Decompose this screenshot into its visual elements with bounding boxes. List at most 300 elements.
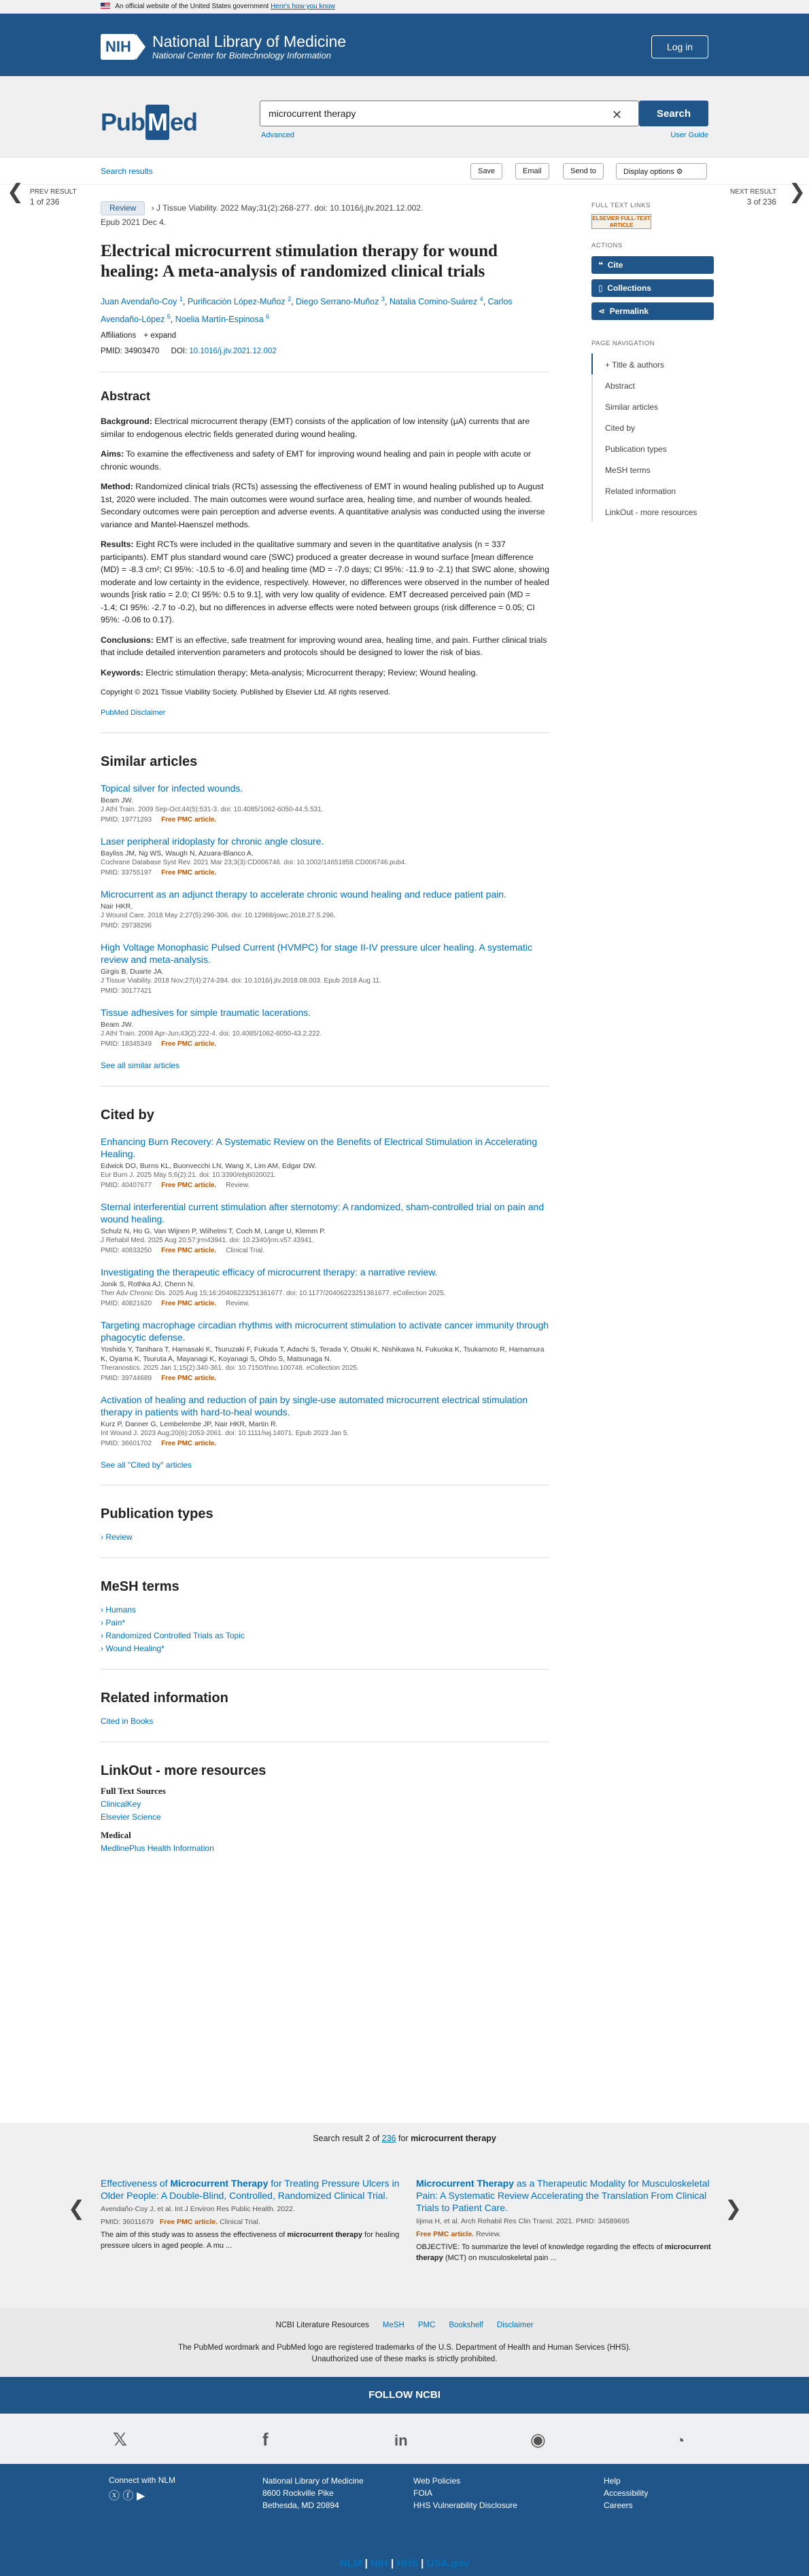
article-title-link[interactable]: Investigating the therapeutic efficacy of microcurrent therapy: a narrative review. <box>101 1266 438 1277</box>
abstract <box>101 415 549 719</box>
abstract-aims <box>101 448 549 473</box>
footer-col-policies <box>413 2475 517 2511</box>
next-title-bold: Microcurrent Therapy <box>416 2178 514 2189</box>
article-title-link[interactable]: Sternal interferential current stimulation after sternotomy: A randomized, sham-controlled trial on pain and wound healing. <box>101 1201 545 1224</box>
pager-pre: Search result 2 of <box>313 2134 380 2143</box>
facebook-icon[interactable]: f <box>262 2429 269 2450</box>
separator: | <box>418 2558 427 2569</box>
article-meta <box>101 1299 549 1309</box>
footer-help-link[interactable]: Careers <box>604 2501 633 2510</box>
footer-link[interactable]: MeSH <box>382 2321 404 2329</box>
next-article-title[interactable] <box>416 2177 722 2214</box>
twitter-icon[interactable]: ⓧ <box>109 2490 120 2502</box>
results-label: Results: <box>101 540 134 550</box>
article-item <box>101 1135 549 1190</box>
article-title-link[interactable]: Activation of healing and reduction of pain by single-use automated microcurrent electrical stimulation therapy in patients with hard-to-heal wounds. <box>101 1394 528 1417</box>
article-authors: Girgis B, Duarte JA. <box>101 968 164 976</box>
article-citation: Cochrane Database Syst Rev. 2021 Mar 23;3(3):CD006746. doi: 10.1002/14651858.CD006746.pub4. <box>101 859 407 867</box>
footer-col-help <box>604 2475 648 2511</box>
prev-snippet-2: for healing pressure ulcers in aged people. A mu ... <box>101 2231 400 2250</box>
pubmed-disclaimer-link[interactable]: PubMed Disclaimer <box>101 708 166 717</box>
keywords-label: Keywords: <box>101 667 143 677</box>
clear-icon[interactable]: ✕ <box>612 108 623 122</box>
conclusions-text: EMT is an effective, safe treatment for improving wound area, healing time, and pain. Further clinical trials that include detailed intervention parameters and protocols should be designed to lower the risk of bias. <box>101 635 547 658</box>
mesh-term-item-label: Pain* <box>105 1617 126 1627</box>
mesh-term-item[interactable] <box>101 1642 549 1655</box>
search-button[interactable]: Search <box>639 101 708 126</box>
chevron-right-icon: › <box>101 1532 106 1542</box>
related-info-item[interactable]: Cited in Books <box>101 1716 154 1726</box>
footer-help-link[interactable]: Help <box>604 2476 621 2486</box>
article-citation: J Wound Care. 2018 May 2;27(5):296-306. doi: 10.12968/jowc.2018.27.5.296. <box>101 912 336 920</box>
conclusions-label: Conclusions: <box>101 635 154 645</box>
display-options-button[interactable] <box>616 163 707 179</box>
article-citation: Eur Burn J. 2025 May 5;6(2):21. doi: 10.3390/ebj6020021. <box>101 1171 276 1179</box>
page-nav-label: Title & authors <box>612 360 665 370</box>
pubmed-logo-left: Pub <box>101 108 145 136</box>
full-text-links-heading: FULL TEXT LINKS <box>591 202 651 209</box>
author-list: Juan Avendaño-Coy $^1$, Purificación López-Muñoz $^2$, Diego Serrano-Muñoz $^3$, Natalia Comino-Suárez $^4$, Carlos Avendaño-López $^5$, Noelia Martín-Espinosa $^6$ <box>101 295 513 325</box>
method-text: Randomized clinical trials (RCTs) assessing the effectiveness of EMT in wound healing published up to August 1st, 2020 were included. The main outcomes were wound surface area, healing time, and number of wounds healed. Secondary outcomes were pain perception and adverse events. A quantitative analysis was conducted using the inverse variance and Mantel-Haenszel methods. <box>101 482 545 529</box>
article-authors: Nair HKR. <box>101 902 133 911</box>
footer-help-link[interactable]: Accessibility <box>604 2488 649 2498</box>
abstract-results <box>101 538 549 627</box>
mesh-term-item-label: Humans <box>105 1604 137 1615</box>
login-button[interactable]: Log in <box>651 35 708 58</box>
article-pmid: PMID: 40407677 <box>101 1181 152 1189</box>
save-button[interactable]: Save <box>470 163 502 179</box>
linkedin-icon[interactable]: in <box>394 2432 408 2449</box>
article-item <box>101 941 549 996</box>
free-pmc-badge: Free PMC article. <box>161 1299 217 1307</box>
free-pmc-badge: Free PMC article. <box>161 1439 217 1447</box>
search-input[interactable]: microcurrent therapy <box>260 101 639 126</box>
article-meta <box>101 986 549 996</box>
free-pmc-badge: Free PMC article. <box>161 816 217 824</box>
similar-articles-list <box>101 782 549 1049</box>
gov-banner-text: An official website of the United States government <box>115 3 269 10</box>
agency-link[interactable]: HHS <box>396 2558 419 2569</box>
next-snippet-1: OBJECTIVE: To summarize the level of knowledge regarding the effects of <box>416 2243 663 2251</box>
nih-logo-icon: NIH <box>101 34 136 60</box>
footer-policy-link[interactable]: Web Policies <box>413 2476 461 2486</box>
next-result-count: 3 of 236 <box>746 197 776 207</box>
chevron-right-icon: › <box>101 1643 106 1653</box>
article-authors: Beam JW. <box>101 796 133 805</box>
mesh-term-item[interactable] <box>101 1617 549 1629</box>
article-citation: Theranostics. 2025 Jan 1;15(2):340-361. doi: 10.7150/thno.100748. eCollection 2025. <box>101 1364 359 1372</box>
article-item <box>101 835 549 878</box>
separator: | <box>362 2558 371 2569</box>
doi-link[interactable]: 10.1016/j.jtv.2021.12.002 <box>189 347 277 356</box>
prev-title-part1: Effectiveness of <box>101 2178 168 2189</box>
article-authors: Yoshida Y, Tanihara T, Hamasaki K, Tsuruzaki F, Fukuda T, Adachi S, Terada Y, Otsuki K, Nishikawa N, Fukuoka K, Tsukamoto R, Hamamura K, Oyama K, Tsuruta A, Mayanagi K, Koyanagi S, Ohdo S, Matsunaga N. <box>101 1345 545 1363</box>
similar-articles-heading: Similar articles <box>101 754 198 770</box>
pager-prev-arrow-icon[interactable]: ❮ <box>68 2198 86 2220</box>
related-info-heading: Related information <box>101 1690 228 1706</box>
page-navigation-heading: PAGE NAVIGATION <box>591 339 655 347</box>
article-title-link[interactable]: Enhancing Burn Recovery: A Systematic Review on the Benefits of Electrical Stimulation in Accelerating Healing. <box>101 1135 537 1159</box>
chevron-right-icon: › <box>101 1604 106 1615</box>
see-all-cited-link[interactable]: See all "Cited by" articles <box>101 1460 192 1470</box>
method-label: Method: <box>101 482 133 492</box>
collections-button[interactable] <box>591 279 714 297</box>
author-link[interactable]: Purificación López-Muñoz <box>187 296 286 306</box>
gear-icon: ⚙ <box>676 167 683 176</box>
nlm-address <box>262 2475 364 2511</box>
user-guide-link[interactable]: User Guide <box>670 131 708 139</box>
nlm-logo[interactable] <box>101 33 346 61</box>
see-all-similar-link[interactable]: See all similar articles <box>101 1061 180 1071</box>
article-meta <box>101 868 549 878</box>
facebook-circle-icon[interactable]: ⓕ <box>122 2490 134 2502</box>
background-label: Background: <box>101 417 152 427</box>
gov-banner <box>0 0 809 14</box>
x-twitter-icon[interactable]: 𝕏 <box>113 2429 127 2450</box>
separator: | <box>388 2558 397 2569</box>
advanced-link[interactable]: Advanced <box>261 131 294 139</box>
article-authors: Kurz P, Danner G, Lembelembe JP, Nair HKR, Martin R. <box>101 1419 278 1428</box>
doi-label: DOI: <box>171 347 188 356</box>
article-item <box>101 1201 549 1256</box>
expand-icon: + <box>143 332 149 340</box>
cited-by-list <box>101 1135 549 1449</box>
aims-text: To examine the effectiveness and safety of EMT for improving wound healing and pain in people with acute or chronic wounds. <box>101 449 531 472</box>
next-article-card[interactable] <box>416 2177 722 2263</box>
identifiers <box>101 345 549 358</box>
actions-heading: ACTIONS <box>591 241 623 249</box>
org-sub: National Center for Biotechnology Information <box>152 50 332 60</box>
free-pmc-badge: Free PMC article. <box>161 1374 217 1382</box>
prev-pmid: PMID: 36011679 <box>101 2218 154 2226</box>
article-meta <box>101 1180 549 1190</box>
article-item <box>101 782 549 825</box>
email-button[interactable]: Email <box>515 163 549 179</box>
keywords <box>101 667 549 680</box>
display-options-label: Display options <box>623 167 674 176</box>
page-nav-label: Publication types <box>605 444 667 455</box>
pager-total-link[interactable]: 236 <box>381 2134 396 2143</box>
agency-link[interactable]: NLM <box>339 2558 362 2569</box>
page-nav-label: MeSH terms <box>605 465 651 476</box>
page-nav-label: Abstract <box>605 381 636 391</box>
prev-snippet-bold: microcurrent therapy <box>287 2231 362 2239</box>
page-nav-item[interactable] <box>591 501 714 522</box>
prev-article-snippet <box>101 2229 407 2251</box>
pmid-value: 34903470 <box>124 347 160 356</box>
author-affiliation-number[interactable]: 1 <box>179 295 183 302</box>
sidebar <box>591 201 714 522</box>
address-line: Bethesda, MD 20894 <box>262 2501 339 2510</box>
prev-result-count: 1 of 236 <box>30 197 60 207</box>
medical-heading: Medical <box>101 1829 131 1840</box>
article-meta <box>101 1039 549 1049</box>
prev-snippet-1: The aim of this study was to assess the effectiveness of <box>101 2231 286 2239</box>
related-info-list <box>101 1715 549 1728</box>
expand-link[interactable]: expand <box>150 332 177 340</box>
pager-mid: for <box>398 2134 409 2143</box>
article-title: Electrical microcurrent stimulation therapy for wound healing: A meta-analysis of randomized clinical trials <box>101 241 498 281</box>
free-pmc-badge: Free PMC article. <box>161 1040 217 1048</box>
copyright: Copyright © 2021 Tissue Viability Society. Published by Elsevier Ltd. All rights reserved. <box>101 688 390 697</box>
prev-free-badge: Free PMC article. <box>159 2218 218 2226</box>
linkout-heading: LinkOut - more resources <box>101 1763 266 1778</box>
page-nav-label: Cited by <box>605 423 636 434</box>
pager-heading <box>0 2132 809 2145</box>
address-line: National Library of Medicine <box>262 2476 364 2486</box>
social-bar <box>0 2414 809 2464</box>
author-link[interactable]: Diego Serrano-Muñoz <box>296 296 379 306</box>
article-meta <box>101 815 549 825</box>
full-text-source-link[interactable]: Elsevier Science <box>101 1812 161 1822</box>
us-flag-icon <box>101 3 110 9</box>
article-meta <box>101 1246 549 1256</box>
footer-link[interactable]: PMC <box>417 2321 436 2329</box>
article-title-link[interactable]: High Voltage Monophasic Pulsed Current (HVMPC) for stage II-IV pressure ulcer healing. A systematic review and meta-analysis. <box>101 942 532 966</box>
follow-ncbi: FOLLOW NCBI <box>0 2377 809 2414</box>
chevron-right-icon: › <box>101 1617 106 1627</box>
quote-icon: ❝ <box>598 260 604 270</box>
article-citation: Ther Adv Chronic Dis. 2025 Aug 15;16:20406223251361677. doi: 10.1177/20406223251361677. eCollection 2025. <box>101 1289 446 1297</box>
background-text: Electrical microcurrent therapy (EMT) consists of the application of low intensity (μA) currents that are similar to endogenous electric fields generated during wound healing. <box>101 417 530 439</box>
pub-type-badge[interactable]: Review <box>101 201 145 215</box>
article-pmid: PMID: 40833250 <box>101 1246 152 1254</box>
author-affiliation-number[interactable]: 3 <box>381 295 385 302</box>
prev-title-bold: Microcurrent Therapy <box>170 2178 269 2189</box>
article-pmid: PMID: 30177421 <box>101 987 152 995</box>
article-pmid: PMID: 36601702 <box>101 1439 152 1447</box>
article-citation: J Athl Train. 2008 Apr-Jun;43(2):222-4. doi: 10.4085/1062-6050-43.2.222. <box>101 1030 322 1038</box>
article-type: Review. <box>226 1181 250 1189</box>
article-authors: Schulz N, Ho G, Van Wijnen P, Wilhelmi T, Coch M, Lange U, Klemm P. <box>101 1227 326 1235</box>
footer-link[interactable]: Bookshelf <box>449 2321 483 2329</box>
publication-types-list <box>101 1531 549 1544</box>
heres-how-link[interactable]: Here's how you know <box>271 3 335 10</box>
prev-arrow-icon[interactable]: ❮ <box>7 181 24 203</box>
share-icon: ⋖ <box>598 306 606 316</box>
bookmark-icon: ▯ <box>598 283 603 293</box>
mesh-term-item[interactable] <box>101 1604 549 1617</box>
next-title-part2: as a Therapeutic Modality for Musculoskeletal Pain: A Systematic Review Accelerating the Translation From Clinical Trials to Patient Care. <box>416 2178 710 2213</box>
author-link[interactable]: Noelia Martín-Espinosa <box>175 315 264 325</box>
article-title-link[interactable]: Microcurrent as an adjunct therapy to accelerate chronic wound healing and reduce patient pain. <box>101 889 506 900</box>
next-result-label: NEXT RESULT <box>730 188 776 196</box>
prev-article-title[interactable] <box>101 2177 407 2202</box>
article-meta <box>101 1373 549 1383</box>
article-citation: J Rehabil Med. 2025 Aug 20;57:jrm43941. doi: 10.2340/jrm.v57.43941. <box>101 1236 314 1244</box>
article-pmid: PMID: 39744689 <box>101 1374 152 1382</box>
page-nav-item[interactable] <box>591 480 714 501</box>
next-article-meta: Iijima H, et al. Arch Rehabil Res Clin Transl. 2021. PMID: 34589695 <box>416 2217 630 2225</box>
pubmed-logo-right: ed <box>170 108 198 136</box>
article-authors: Bayliss JM, Ng WS, Waugh N, Azuara-Blanco A. <box>101 849 254 858</box>
free-pmc-badge: Free PMC article. <box>161 869 217 877</box>
page-navigation <box>591 353 714 522</box>
article-meta <box>101 1439 549 1449</box>
agency-links <box>0 2556 809 2571</box>
footer-links-bar <box>0 2308 809 2377</box>
full-text-sources-list <box>101 1798 549 1824</box>
author-link[interactable]: Natalia Comino-Suárez <box>389 296 478 306</box>
github-icon[interactable]: ◉ <box>530 2429 546 2450</box>
article-pmid: PMID: 19771293 <box>101 816 152 824</box>
article-pmid: PMID: 33755197 <box>101 869 152 877</box>
prev-result[interactable] <box>30 188 77 207</box>
citation-line <box>101 201 549 215</box>
article-title-link[interactable]: Topical silver for infected wounds. <box>101 783 243 794</box>
article-authors: Edwick DO, Burns KL, Buonvecchi LN, Wang X, Lim AM, Edgar DW. <box>101 1161 317 1170</box>
prev-result-label: PREV RESULT <box>30 188 77 196</box>
article-title-link[interactable]: Tissue adhesives for simple traumatic lacerations. <box>101 1007 311 1019</box>
page-nav-item[interactable] <box>591 395 714 417</box>
pager-query: microcurrent therapy <box>411 2134 496 2143</box>
journal-citation[interactable]: › J Tissue Viability. 2022 May;31(2):268-277. doi: 10.1016/j.jtv.2021.12.002. <box>151 203 424 213</box>
next-result[interactable] <box>730 188 776 207</box>
mesh-term-item[interactable] <box>101 1629 549 1642</box>
prev-title-part2: for Treating Pressure Ulcers in Older People: A Double-Blind, Controlled, Randomized Clinical Trial. <box>101 2178 400 2201</box>
full-text-source-link[interactable]: ClinicalKey <box>101 1799 141 1809</box>
article-item <box>101 1394 549 1449</box>
footer-link: NCBI Literature Resources <box>275 2321 369 2329</box>
page-nav-label: LinkOut - more resources <box>605 508 698 518</box>
elsevier-full-text-link[interactable]: ELSEVIER FULL-TEXT ARTICLE <box>592 215 651 228</box>
medical-link[interactable]: MedlinePlus Health Information <box>101 1843 214 1853</box>
article-type: Review. <box>226 1299 250 1307</box>
abstract-heading: Abstract <box>101 389 151 404</box>
abstract-background <box>101 415 549 440</box>
footer-links <box>0 2308 809 2331</box>
author-affiliation-number[interactable]: 5 <box>167 313 171 320</box>
page-nav-label: Related information <box>605 487 676 497</box>
org-name: National Library of Medicine <box>152 33 347 50</box>
article-citation: J Tissue Viability. 2018 Nov;27(4):274-284. doi: 10.1016/j.jtv.2018.08.003. Epub 2018 Aug 11. <box>101 977 381 985</box>
results-text: Eight RCTs were included in the qualitative summary and seven in the quantitative analysis (n = 337 participants). EMT plus standard wound care (SWC) produced a greater decrease in wound surface [mean difference (MD) = -8.3 cm²; CI 95%: -10.5 to -6.0] and healing time (MD = -7.0 days; CI 95%: -11.9 to -2.1) that SWC alone, showing moderate and low certainty in the evidence, respectively. However, no differences were observed in the number of healed wounds [risk ratio = 2.0; CI 95%: 0.5 to 9.1], with very low quality of evidence. EMT decreased perceived pain (MD = -1.4; CI 95%: -2.7 to -0.2), but no differences in adverse effects were noted between groups (risk difference = 0.05; CI 95%: -0.06 to 0.17). <box>101 540 549 625</box>
article-pmid: PMID: 29738296 <box>101 922 152 930</box>
permalink-button[interactable] <box>591 302 714 320</box>
author-affiliation-number[interactable]: 2 <box>288 295 292 302</box>
agency-link[interactable]: USA.gov <box>426 2558 470 2569</box>
send-to-button[interactable]: Send to <box>563 163 604 179</box>
agency-link[interactable]: NIH <box>370 2558 388 2569</box>
free-pmc-badge: Free PMC article. <box>161 1246 217 1254</box>
search-area <box>0 76 809 158</box>
pager-next-arrow-icon[interactable]: ❯ <box>725 2198 742 2220</box>
address-line: 8600 Rockville Pike <box>262 2488 334 2498</box>
mesh-term-item-label: Randomized Controlled Trials as Topic <box>105 1630 245 1640</box>
prev-article-meta: Avendaño-Coy J, et al. Int J Environ Res Public Health. 2022. <box>101 2205 295 2213</box>
page-nav-item[interactable] <box>591 417 714 438</box>
author-affiliation-number[interactable]: 4 <box>479 295 483 302</box>
footer-policy-link[interactable]: HHS Vulnerability Disclosure <box>413 2501 517 2510</box>
next-snippet-2: (MCT) on musculoskeletal pain ... <box>445 2254 557 2262</box>
trademark-notice: The PubMed wordmark and PubMed logo are registered trademarks of the U.S. Department of Health and Human Services (HHS). Unauthorized use of these marks is strictly prohibited. <box>177 2343 632 2363</box>
pubmed-m-icon: M <box>145 105 169 140</box>
next-article-snippet <box>416 2242 722 2263</box>
article-title-link[interactable]: Targeting macrophage circadian rhythms with microcurrent stimulation to activate cancer immunity through phagocytic defense. <box>101 1319 549 1343</box>
mesh-heading: MeSH terms <box>101 1578 179 1594</box>
footer-link[interactable]: Disclaimer <box>496 2321 534 2329</box>
page-nav-item[interactable] <box>591 353 714 374</box>
citation-text: J Tissue Viability. 2022 May;31(2):268-277. doi: 10.1016/j.jtv.2021.12.002. <box>156 203 424 213</box>
article-item <box>101 1266 549 1309</box>
next-free-badge: Free PMC article. <box>416 2230 475 2238</box>
page-nav-item[interactable] <box>591 459 714 480</box>
collections-label: Collections <box>607 283 651 293</box>
keywords-text: Electric stimulation therapy; Meta-analysis; Microcurrent therapy; Review; Wound healing. <box>145 667 478 677</box>
epub-date: Epub 2021 Dec 4. <box>101 217 167 228</box>
page-nav-item[interactable] <box>591 438 714 459</box>
abstract-conclusions <box>101 634 549 659</box>
nlm-footer <box>0 2464 809 2576</box>
cite-button[interactable] <box>591 256 714 274</box>
cite-label: Cite <box>607 260 623 270</box>
page-nav-item[interactable] <box>591 374 714 395</box>
plus-icon: + <box>605 360 613 370</box>
author-affiliation-number[interactable]: 6 <box>266 313 270 320</box>
article-item <box>101 888 549 931</box>
search-results-link[interactable]: Search results <box>101 166 153 176</box>
rss-icon[interactable]: ◔ <box>676 2432 685 2449</box>
publication-type-item-label: Review <box>105 1532 133 1542</box>
article-citation: Int Wound J. 2023 Aug;20(6):2053-2061. doi: 10.1111/iwj.14071. Epub 2023 Jan 5. <box>101 1429 349 1437</box>
cited-by-heading: Cited by <box>101 1107 154 1123</box>
next-arrow-icon[interactable]: ❯ <box>789 181 806 203</box>
article-pmid: PMID: 40821620 <box>101 1299 152 1307</box>
next-type: Review. <box>476 2230 501 2238</box>
prev-article-card[interactable] <box>101 2177 407 2251</box>
publication-type-item[interactable] <box>101 1531 549 1544</box>
nlm-social-icons <box>109 2488 145 2504</box>
toolbar <box>0 158 809 185</box>
next-article-meta2 <box>416 2229 722 2240</box>
free-pmc-badge: Free PMC article. <box>161 1181 217 1189</box>
author-link[interactable]: Carlos Avendaño-López <box>101 296 513 325</box>
result-pager <box>0 2123 809 2308</box>
chevron-right-icon: › <box>101 1630 106 1640</box>
article-item <box>101 1006 549 1049</box>
author-link[interactable]: Juan Avendaño-Coy <box>101 296 177 306</box>
next-snippet-bold: microcurrent therapy <box>416 2243 711 2262</box>
youtube-icon[interactable]: ▶ <box>136 2490 145 2502</box>
permalink-label: Permalink <box>609 306 649 316</box>
affiliations-row[interactable] <box>101 330 549 342</box>
article-authors: Beam JW. <box>101 1021 133 1029</box>
article-pmid: PMID: 18345349 <box>101 1040 152 1048</box>
abstract-method <box>101 480 549 531</box>
mesh-term-item-label: Wound Healing* <box>105 1643 165 1653</box>
page-nav-label: Similar articles <box>605 402 659 412</box>
article-meta <box>101 921 549 931</box>
nih-header <box>0 14 809 76</box>
medical-list <box>101 1842 549 1855</box>
prev-type: Clinical Trial. <box>220 2218 260 2226</box>
publication-types-heading: Publication types <box>101 1506 213 1521</box>
pubmed-logo[interactable] <box>101 105 197 140</box>
mesh-list <box>101 1604 549 1655</box>
article-type: Clinical Trial. <box>226 1246 264 1254</box>
connect-with-nlm: Connect with NLM <box>109 2475 176 2485</box>
full-text-sources-heading: Full Text Sources <box>101 1785 166 1796</box>
article-citation: J Athl Train. 2009 Sep-Oct;44(5):531-3. doi: 10.4085/1062-6050-44.5.531. <box>101 806 324 814</box>
footer-policy-link[interactable]: FOIA <box>413 2488 433 2498</box>
article-title-link[interactable]: Laser peripheral iridoplasty for chronic angle closure. <box>101 836 324 847</box>
affiliations-label: Affiliations <box>101 332 137 340</box>
aims-label: Aims: <box>101 449 124 459</box>
article-authors: Jonik S, Rothka AJ, Chenn N. <box>101 1280 195 1288</box>
main-content <box>101 201 549 1855</box>
prev-article-meta2 <box>101 2217 407 2227</box>
pmid-label: PMID: <box>101 347 122 356</box>
